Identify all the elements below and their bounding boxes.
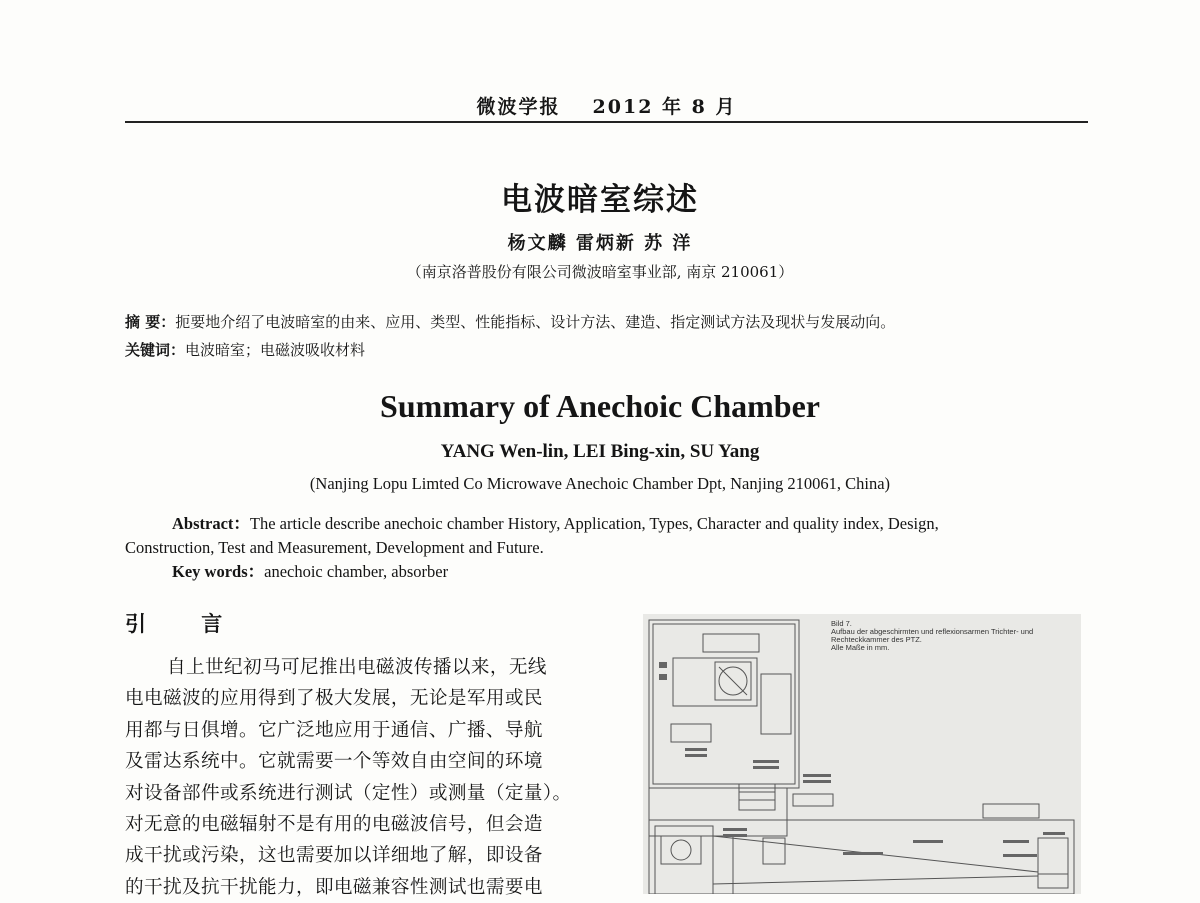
caption-line: Alle Maße in mm. (831, 643, 890, 652)
issue-date: 2012 年 8 月 (592, 96, 737, 118)
body-line: 及雷达系统中。它就需要一个等效自由空间的环境 (125, 751, 543, 773)
journal-name: 微波学报 (476, 96, 561, 118)
body-paragraph (125, 652, 595, 903)
chinese-affiliation: （南京洛普股份有限公司微波暗室事业部, 南京 210061） (406, 263, 794, 281)
body-line: 电电磁波的应用得到了极大发展，无论是军用或民 (125, 688, 543, 710)
section-heading: 引 言 (125, 612, 247, 636)
keywords-text-en: anechoic chamber, absorber (264, 562, 449, 581)
body-line: 对无意的电磁辐射不是有用的电磁波信号，但会造 (125, 814, 543, 836)
chinese-title: 电波暗室综述 (501, 182, 699, 218)
body-line: 的干扰及抗干扰能力，即电磁兼容性测试也需要电 (125, 876, 543, 898)
english-title: Summary of Anechoic Chamber (380, 388, 820, 424)
abstract-label-cn: 摘 要： (125, 313, 176, 331)
header-rule (125, 121, 1088, 123)
chinese-abstract-block (125, 308, 1090, 364)
running-header (125, 92, 1088, 119)
body-line: 成干扰或污染，这也需要加以详细地了解，即设备 (125, 845, 543, 867)
caption-line: Rechteckkammer des PTZ. (831, 635, 922, 644)
abstract-line-2: Construction, Test and Measurement, Development and Future. (125, 538, 544, 557)
chinese-authors: 杨文麟 雷炳新 苏 洋 (507, 233, 693, 254)
keywords-text-cn: 电波暗室；电磁波吸收材料 (185, 341, 366, 359)
abstract-text-cn: 扼要地介绍了电波暗室的由来、应用、类型、性能指标、设计方法、建造、指定测试方法及现状与发展动向。 (175, 313, 896, 331)
caption-line: Aufbau der abgeschirmten und reflexionsarmen Trichter- und (831, 627, 1034, 636)
caption-line: Bild 7. (831, 619, 852, 628)
chinese-keywords (125, 336, 1090, 364)
chamber-floorplan-figure (643, 614, 1081, 894)
chinese-abstract (125, 308, 1090, 336)
abstract-label-en: Abstract： (172, 514, 250, 533)
english-authors: YANG Wen-lin, LEI Bing-xin, SU Yang (440, 441, 760, 462)
body-line: 自上世纪初马可尼推出电磁波传播以来，无线 (167, 657, 547, 678)
keywords-label-cn: 关键词： (125, 341, 186, 359)
english-abstract (125, 512, 1087, 536)
english-keywords (125, 560, 1087, 584)
english-affiliation: (Nanjing Lopu Limted Co Microwave Anechoic Chamber Dpt, Nanjing 210061, China) (309, 474, 891, 493)
body-line: 对设备部件或系统进行测试（定性）或测量（定量）。 (125, 782, 572, 804)
english-abstract-block (125, 512, 1087, 584)
figure-caption (831, 620, 1076, 652)
keywords-label-en: Key words： (172, 562, 265, 581)
floorplan-drawing (643, 614, 1081, 894)
abstract-line-1: The article describe anechoic chamber History, Application, Types, Character and quality index, Design, (249, 514, 939, 533)
body-line: 用都与日俱增。它广泛地应用于通信、广播、导航 (125, 719, 543, 741)
